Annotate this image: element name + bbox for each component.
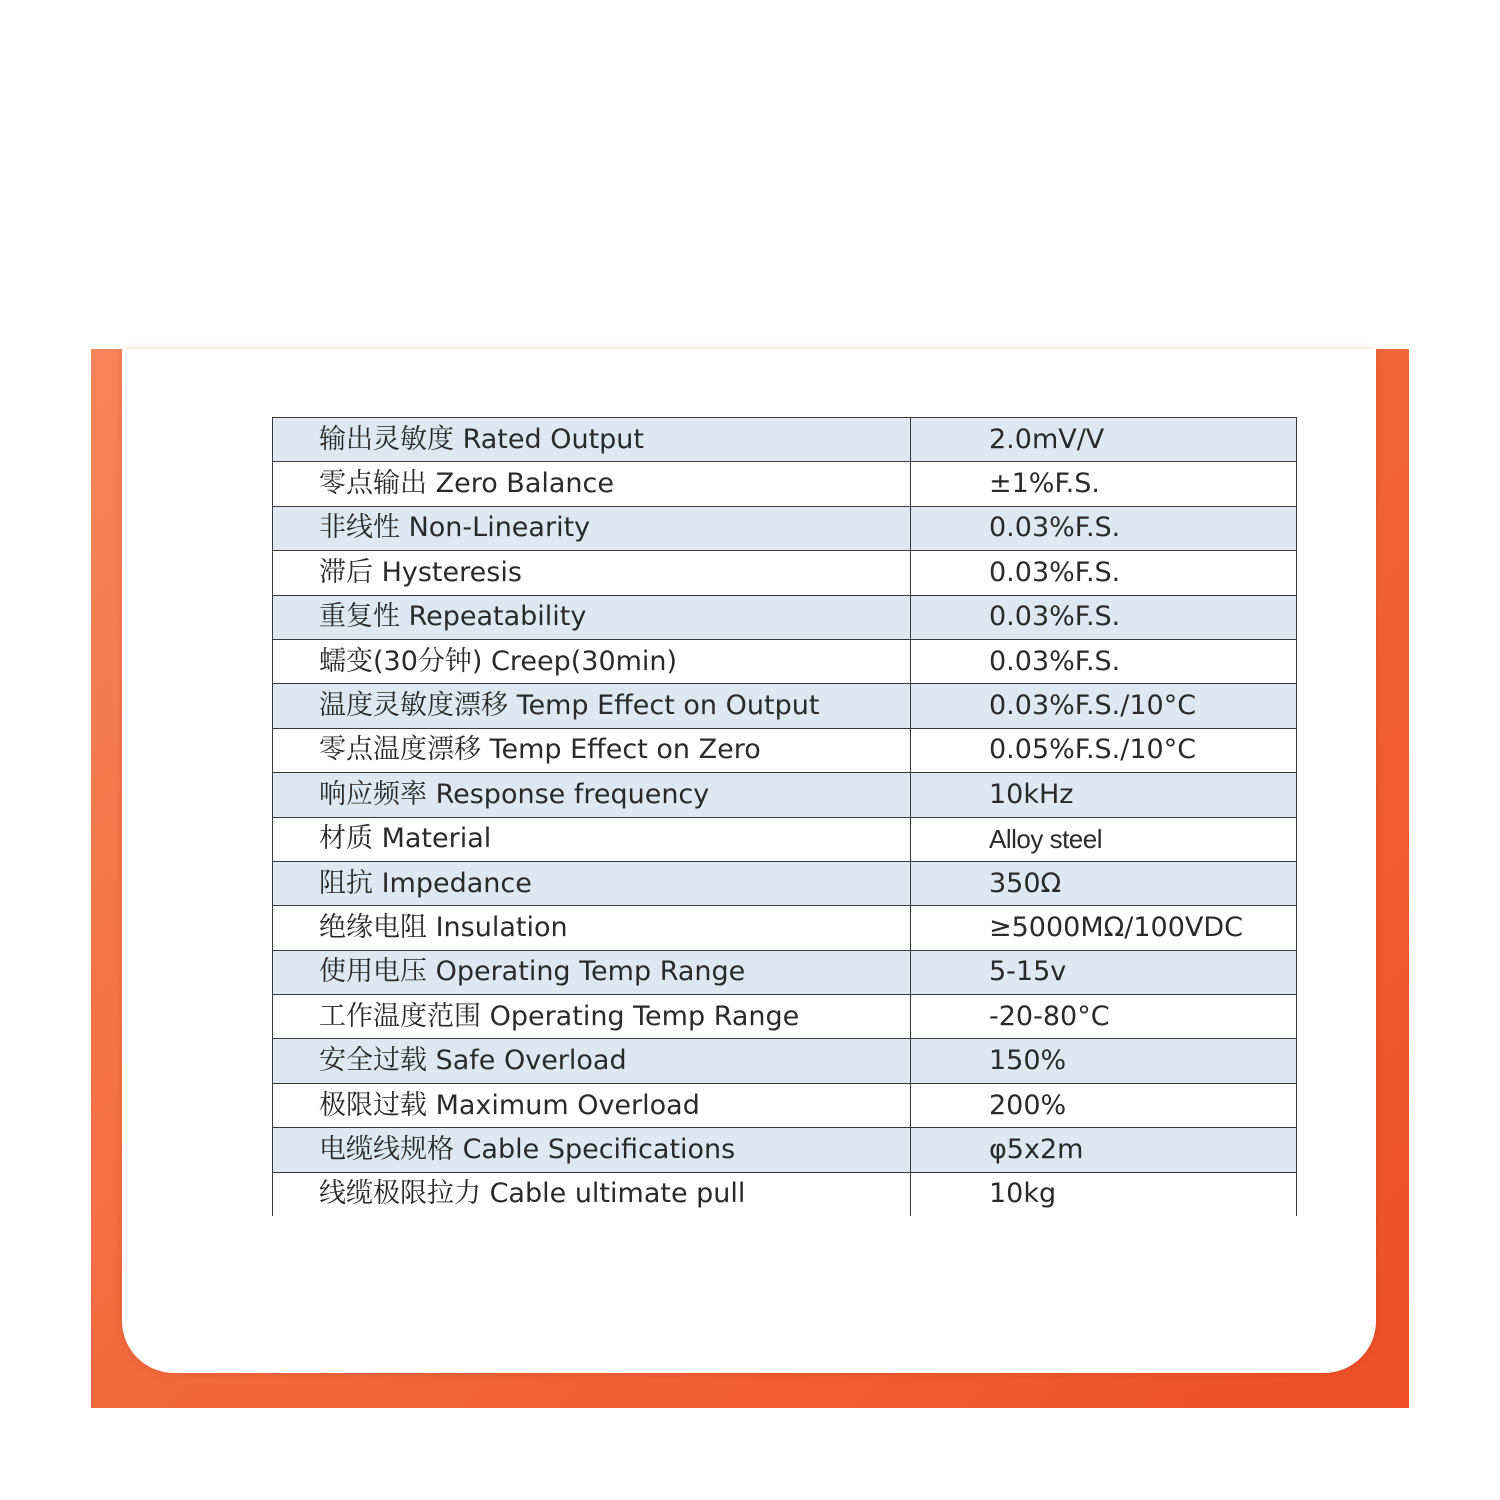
spec-value: -20-80°C: [911, 995, 1297, 1039]
spec-value: 0.03%F.S.: [911, 639, 1297, 683]
spec-value: 2.0mV/V: [911, 418, 1297, 462]
spec-label: 零点温度漂移 Temp Effect on Zero: [273, 728, 911, 772]
spec-label: 极限过载 Maximum Overload: [273, 1083, 911, 1127]
spec-value: 0.03%F.S.: [911, 506, 1297, 550]
table-row: [273, 1083, 1297, 1127]
spec-value: 0.05%F.S./10°C: [911, 728, 1297, 772]
table-row: [273, 1172, 1297, 1216]
spec-label: 响应频率 Response frequency: [273, 773, 911, 817]
table-row: [273, 462, 1297, 506]
spec-label: 零点输出 Zero Balance: [273, 462, 911, 506]
spec-value: Alloy steel: [911, 817, 1297, 861]
spec-value: 5-15v: [911, 950, 1297, 994]
spec-label: 温度灵敏度漂移 Temp Effect on Output: [273, 684, 911, 728]
table-row: [273, 995, 1297, 1039]
table-row: [273, 728, 1297, 772]
spec-value: 200%: [911, 1083, 1297, 1127]
spec-label: 输出灵敏度 Rated Output: [273, 418, 911, 462]
orange-frame: [91, 349, 1409, 1408]
spec-table-body: [273, 418, 1297, 1217]
table-row: [273, 861, 1297, 905]
spec-label: 非线性 Non-Linearity: [273, 506, 911, 550]
spec-value: 0.03%F.S./10°C: [911, 684, 1297, 728]
spec-value: 0.03%F.S.: [911, 595, 1297, 639]
table-row: [273, 684, 1297, 728]
spec-value: 10kHz: [911, 773, 1297, 817]
spec-label: 工作温度范围 Operating Temp Range: [273, 995, 911, 1039]
spec-label: 重复性 Repeatability: [273, 595, 911, 639]
spec-label: 使用电压 Operating Temp Range: [273, 950, 911, 994]
spec-label: 电缆线规格 Cable Specifications: [273, 1128, 911, 1172]
spec-label: 滞后 Hysteresis: [273, 551, 911, 595]
table-row: [273, 1039, 1297, 1083]
table-row: [273, 551, 1297, 595]
spec-label: 材质 Material: [273, 817, 911, 861]
table-row: [273, 950, 1297, 994]
table-row: [273, 418, 1297, 462]
spec-value: ±1%F.S.: [911, 462, 1297, 506]
table-row: [273, 639, 1297, 683]
table-row: [273, 817, 1297, 861]
spec-label: 安全过载 Safe Overload: [273, 1039, 911, 1083]
spec-value: 350Ω: [911, 861, 1297, 905]
table-row: [273, 773, 1297, 817]
spec-value: φ5x2m: [911, 1128, 1297, 1172]
table-row: [273, 595, 1297, 639]
table-row: [273, 506, 1297, 550]
spec-label: 绝缘电阻 Insulation: [273, 906, 911, 950]
spec-value: ≥5000MΩ/100VDC: [911, 906, 1297, 950]
spec-value: 0.03%F.S.: [911, 551, 1297, 595]
white-card: [122, 349, 1376, 1373]
table-row: [273, 906, 1297, 950]
table-row: [273, 1128, 1297, 1172]
spec-table: [272, 417, 1297, 1216]
spec-label: 阻抗 Impedance: [273, 861, 911, 905]
spec-label: 蠕变(30分钟) Creep(30min): [273, 639, 911, 683]
spec-label: 线缆极限拉力 Cable ultimate pull: [273, 1172, 911, 1216]
spec-value: 150%: [911, 1039, 1297, 1083]
spec-value: 10kg: [911, 1172, 1297, 1216]
